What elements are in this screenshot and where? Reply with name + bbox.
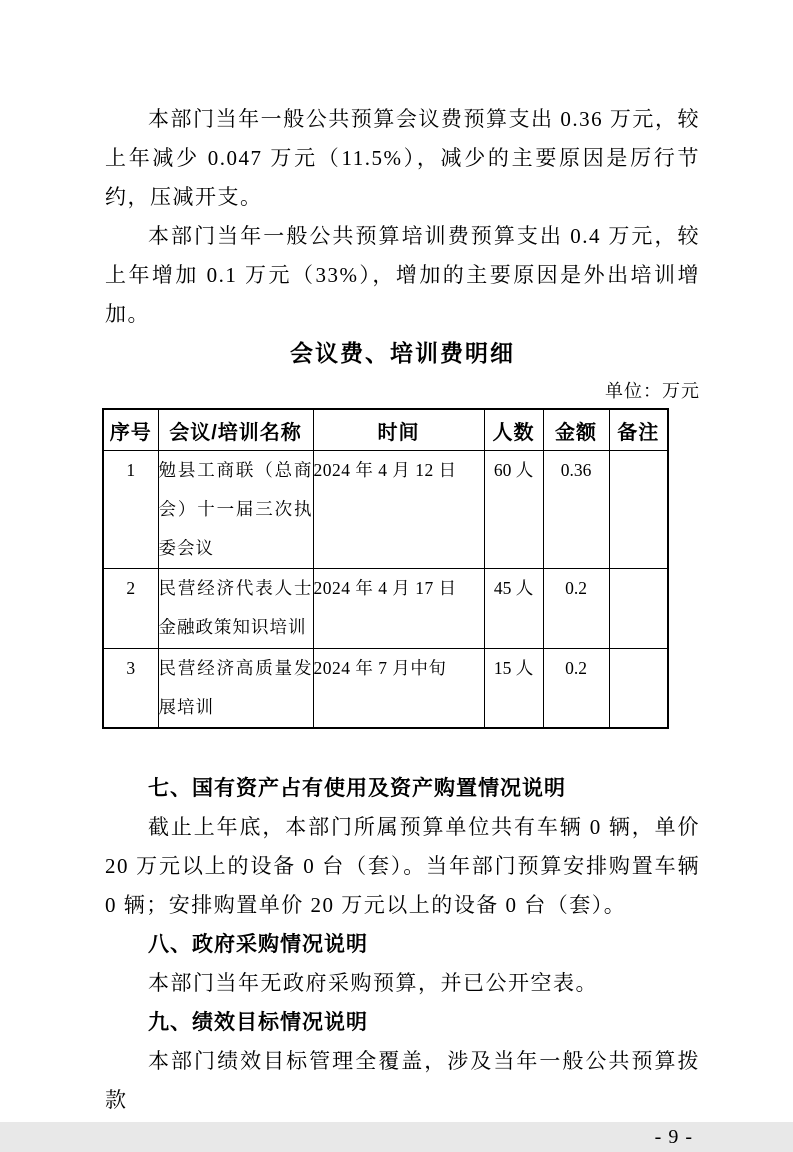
cell-amount: 0.2	[543, 649, 609, 729]
cell-name: 民营经济高质量发展培训	[158, 649, 313, 729]
cell-amount: 0.36	[543, 451, 609, 569]
paragraph-gov-procurement: 本部门当年无政府采购预算，并已公开空表。	[148, 971, 598, 995]
section-heading-gov-procurement: 八、政府采购情况说明	[148, 933, 368, 956]
column-header-name: 会议/培训名称	[158, 409, 313, 451]
cell-index: 2	[103, 569, 158, 649]
column-header-remark: 备注	[609, 409, 668, 451]
cell-people: 60 人	[484, 451, 543, 569]
cell-remark	[609, 451, 668, 569]
column-header-time: 时间	[313, 409, 484, 451]
cell-index: 1	[103, 451, 158, 569]
section-heading-performance-target: 九、绩效目标情况说明	[148, 1011, 368, 1034]
table-title: 会议费、培训费明细	[290, 340, 515, 366]
column-header-index: 序号	[103, 409, 158, 451]
page-number: - 9 -	[654, 1126, 693, 1148]
cell-name: 民营经济代表人士金融政策知识培训	[158, 569, 313, 649]
table-header-row	[103, 409, 668, 451]
table-row	[103, 649, 668, 729]
cell-name: 勉县工商联（总商会）十一届三次执委会议	[158, 451, 313, 569]
column-header-people: 人数	[484, 409, 543, 451]
cell-time: 2024 年 7 月中旬	[313, 649, 484, 729]
cell-people: 15 人	[484, 649, 543, 729]
paragraph-training-fee: 本部门当年一般公共预算培训费预算支出 0.4 万元，较上年增加 0.1 万元（33%），增加的主要原因是外出培训增加。	[105, 224, 700, 326]
cell-index: 3	[103, 649, 158, 729]
column-header-amount: 金额	[543, 409, 609, 451]
cell-people: 45 人	[484, 569, 543, 649]
table-row	[103, 569, 668, 649]
cell-time: 2024 年 4 月 17 日	[313, 569, 484, 649]
section-heading-state-assets: 七、国有资产占有使用及资产购置情况说明	[148, 777, 566, 800]
cell-time: 2024 年 4 月 12 日	[313, 451, 484, 569]
cell-remark	[609, 649, 668, 729]
cell-remark	[609, 569, 668, 649]
paragraph-meeting-fee: 本部门当年一般公共预算会议费预算支出 0.36 万元，较上年减少 0.047 万元（11.5%），减少的主要原因是厉行节约，压减开支。	[105, 107, 700, 209]
cell-amount: 0.2	[543, 569, 609, 649]
unit-note: 单位：万元	[605, 381, 700, 401]
table-row	[103, 451, 668, 569]
paragraph-state-assets: 截止上年底，本部门所属预算单位共有车辆 0 辆，单价 20 万元以上的设备 0 台（套）。当年部门预算安排购置车辆 0 辆；安排购置单价 20 万元以上的设备 0 台（套）。	[105, 815, 700, 917]
paragraph-performance-target: 本部门绩效目标管理全覆盖，涉及当年一般公共预算拨款	[105, 1049, 700, 1112]
meeting-training-detail-table	[102, 408, 669, 729]
